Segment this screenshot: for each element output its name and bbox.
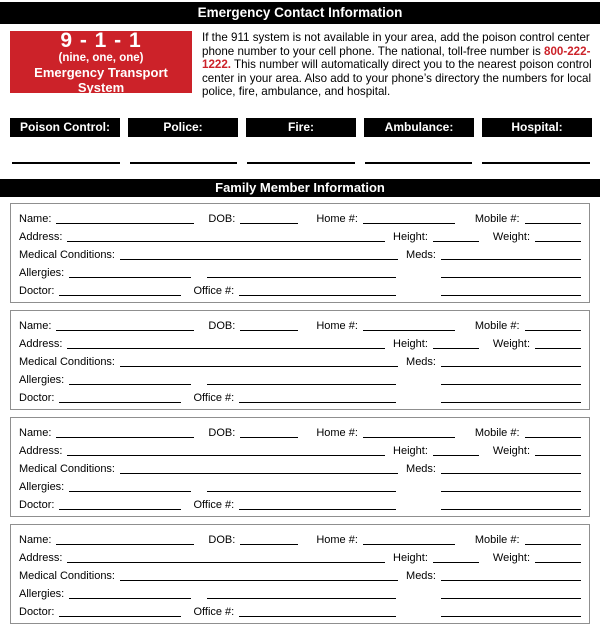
name-label: Name:: [19, 212, 52, 225]
intro-section: [10, 28, 592, 99]
height-blank[interactable]: [433, 348, 479, 349]
dob-label: DOB:: [208, 319, 236, 332]
height-label: Height:: [393, 337, 428, 350]
doctor-blank[interactable]: [59, 402, 181, 403]
meds-continuation-blank-2[interactable]: [441, 402, 581, 403]
doctor-blank[interactable]: [59, 295, 181, 296]
mobile-phone-label: Mobile #:: [474, 319, 520, 332]
weight-label: Weight:: [492, 551, 530, 564]
family-member-card: [10, 524, 590, 624]
allergies-continuation-blank[interactable]: [207, 598, 396, 599]
member-row-allergies: [19, 369, 581, 387]
office-phone-label: Office #:: [193, 391, 235, 404]
meds-continuation-blank-2[interactable]: [441, 509, 581, 510]
home-phone-blank[interactable]: [363, 437, 455, 438]
police-blank[interactable]: [130, 162, 238, 164]
911-subtitle: Emergency Transport System: [34, 64, 168, 95]
fire-blank[interactable]: [247, 162, 355, 164]
weight-blank[interactable]: [535, 348, 581, 349]
dob-blank[interactable]: [240, 223, 298, 224]
member-row-address: [19, 440, 581, 458]
mobile-phone-blank[interactable]: [525, 544, 581, 545]
medical-conditions-label: Medical Conditions:: [19, 248, 115, 261]
poison-control-phone-number: 800-222-1222.: [202, 44, 591, 71]
doctor-label: Doctor:: [19, 605, 55, 618]
meds-label: Meds:: [406, 569, 436, 582]
mobile-phone-label: Mobile #:: [474, 212, 520, 225]
member-row-medical: [19, 351, 581, 369]
dob-blank[interactable]: [240, 437, 298, 438]
family-member-card: [10, 310, 590, 410]
member-row-identity: [19, 208, 581, 226]
height-label: Height:: [393, 230, 428, 243]
height-blank[interactable]: [433, 455, 479, 456]
mobile-phone-label: Mobile #:: [474, 426, 520, 439]
member-row-identity: [19, 315, 581, 333]
meds-continuation-blank-1[interactable]: [441, 277, 581, 278]
medical-conditions-label: Medical Conditions:: [19, 355, 115, 368]
hospital-blank[interactable]: [482, 162, 590, 164]
name-blank[interactable]: [56, 223, 194, 224]
address-label: Address:: [19, 551, 63, 564]
office-phone-blank[interactable]: [239, 295, 396, 296]
home-phone-label: Home #:: [316, 533, 358, 546]
contact-label-ambulance: Ambulance:: [364, 118, 474, 137]
member-row-allergies: [19, 476, 581, 494]
dob-label: DOB:: [208, 212, 236, 225]
family-section-title: Family Member Information: [0, 179, 600, 197]
address-blank[interactable]: [67, 455, 385, 456]
mobile-phone-blank[interactable]: [525, 223, 581, 224]
home-phone-label: Home #:: [316, 319, 358, 332]
office-phone-label: Office #:: [193, 284, 235, 297]
address-blank[interactable]: [67, 562, 385, 563]
ambulance-blank[interactable]: [365, 162, 473, 164]
address-label: Address:: [19, 444, 63, 457]
meds-continuation-blank-1[interactable]: [441, 384, 581, 385]
height-label: Height:: [393, 551, 428, 564]
dob-label: DOB:: [208, 533, 236, 546]
member-row-address: [19, 226, 581, 244]
911-phonetic: (nine, one, one): [58, 51, 144, 64]
member-row-address: [19, 547, 581, 565]
height-label: Height:: [393, 444, 428, 457]
doctor-label: Doctor:: [19, 498, 55, 511]
911-number: 9 - 1 - 1: [60, 28, 142, 52]
family-members-list: [0, 203, 600, 624]
member-row-doctor: [19, 601, 581, 619]
member-row-address: [19, 333, 581, 351]
office-phone-label: Office #:: [193, 498, 235, 511]
name-label: Name:: [19, 533, 52, 546]
height-blank[interactable]: [433, 241, 479, 242]
mobile-phone-label: Mobile #:: [474, 533, 520, 546]
family-member-card: [10, 417, 590, 517]
meds-label: Meds:: [406, 462, 436, 475]
weight-blank[interactable]: [535, 241, 581, 242]
name-blank[interactable]: [56, 330, 194, 331]
weight-label: Weight:: [492, 337, 530, 350]
office-phone-blank[interactable]: [239, 402, 396, 403]
office-phone-blank[interactable]: [239, 616, 396, 617]
name-label: Name:: [19, 319, 52, 332]
dob-label: DOB:: [208, 426, 236, 439]
name-blank[interactable]: [56, 544, 194, 545]
allergies-label: Allergies:: [19, 266, 65, 279]
home-phone-blank[interactable]: [363, 330, 455, 331]
medical-conditions-label: Medical Conditions:: [19, 462, 115, 475]
member-row-allergies: [19, 262, 581, 280]
home-phone-blank[interactable]: [363, 223, 455, 224]
poison-control-blank[interactable]: [12, 162, 120, 164]
member-row-doctor: [19, 387, 581, 405]
allergies-label: Allergies:: [19, 480, 65, 493]
medical-conditions-blank[interactable]: [120, 259, 398, 260]
home-phone-label: Home #:: [316, 212, 358, 225]
height-blank[interactable]: [433, 562, 479, 563]
emergency-contacts-blanks: [12, 162, 590, 164]
mobile-phone-blank[interactable]: [525, 330, 581, 331]
weight-label: Weight:: [492, 444, 530, 457]
member-row-doctor: [19, 280, 581, 298]
contact-label-hospital: Hospital:: [482, 118, 592, 137]
weight-blank[interactable]: [535, 455, 581, 456]
member-row-allergies: [19, 583, 581, 601]
emergency-contacts-labels: [10, 118, 592, 137]
medical-conditions-blank[interactable]: [120, 580, 398, 581]
911-panel: [10, 28, 192, 95]
medical-conditions-blank[interactable]: [120, 473, 398, 474]
allergies-continuation-blank[interactable]: [207, 277, 396, 278]
office-phone-label: Office #:: [193, 605, 235, 618]
meds-continuation-blank-1[interactable]: [441, 598, 581, 599]
medical-conditions-label: Medical Conditions:: [19, 569, 115, 582]
medical-conditions-blank[interactable]: [120, 366, 398, 367]
member-row-medical: [19, 244, 581, 262]
address-blank[interactable]: [67, 348, 385, 349]
contact-label-fire: Fire:: [246, 118, 356, 137]
page-title: Emergency Contact Information: [0, 2, 600, 24]
doctor-blank[interactable]: [59, 616, 181, 617]
address-label: Address:: [19, 337, 63, 350]
mobile-phone-blank[interactable]: [525, 437, 581, 438]
member-row-identity: [19, 422, 581, 440]
dob-blank[interactable]: [240, 544, 298, 545]
allergies-continuation-blank[interactable]: [207, 384, 396, 385]
meds-blank[interactable]: [441, 473, 581, 474]
allergies-label: Allergies:: [19, 587, 65, 600]
meds-blank[interactable]: [441, 259, 581, 260]
member-row-doctor: [19, 494, 581, 512]
meds-continuation-blank-2[interactable]: [441, 616, 581, 617]
allergies-blank[interactable]: [69, 491, 191, 492]
dob-blank[interactable]: [240, 330, 298, 331]
allergies-label: Allergies:: [19, 373, 65, 386]
doctor-label: Doctor:: [19, 391, 55, 404]
allergies-blank[interactable]: [69, 598, 191, 599]
weight-blank[interactable]: [535, 562, 581, 563]
paragraph-text-after: This number will automatically direct you to the nearest poison control center in your area. Also add to your phone’s directory the numbers for local police, fire, ambulance, and hospital.: [202, 58, 592, 98]
member-row-medical: [19, 565, 581, 583]
member-row-medical: [19, 458, 581, 476]
home-phone-label: Home #:: [316, 426, 358, 439]
meds-label: Meds:: [406, 248, 436, 261]
allergies-continuation-blank[interactable]: [207, 491, 396, 492]
address-blank[interactable]: [67, 241, 385, 242]
office-phone-blank[interactable]: [239, 509, 396, 510]
doctor-label: Doctor:: [19, 284, 55, 297]
contact-label-poison-control: Poison Control:: [10, 118, 120, 137]
meds-blank[interactable]: [441, 366, 581, 367]
name-blank[interactable]: [56, 437, 194, 438]
address-label: Address:: [19, 230, 63, 243]
meds-blank[interactable]: [441, 580, 581, 581]
meds-continuation-blank-1[interactable]: [441, 491, 581, 492]
paragraph-text-before: If the 911 system is not available in your area, add the poison control center phone number to your cell phone. The national, toll-free number is: [202, 31, 590, 58]
weight-label: Weight:: [492, 230, 530, 243]
member-row-identity: [19, 529, 581, 547]
doctor-blank[interactable]: [59, 509, 181, 510]
meds-continuation-blank-2[interactable]: [441, 295, 581, 296]
meds-label: Meds:: [406, 355, 436, 368]
intro-paragraph: [202, 31, 592, 99]
allergies-blank[interactable]: [69, 277, 191, 278]
allergies-blank[interactable]: [69, 384, 191, 385]
contact-label-police: Police:: [128, 118, 238, 137]
family-member-card: [10, 203, 590, 303]
name-label: Name:: [19, 426, 52, 439]
home-phone-blank[interactable]: [363, 544, 455, 545]
